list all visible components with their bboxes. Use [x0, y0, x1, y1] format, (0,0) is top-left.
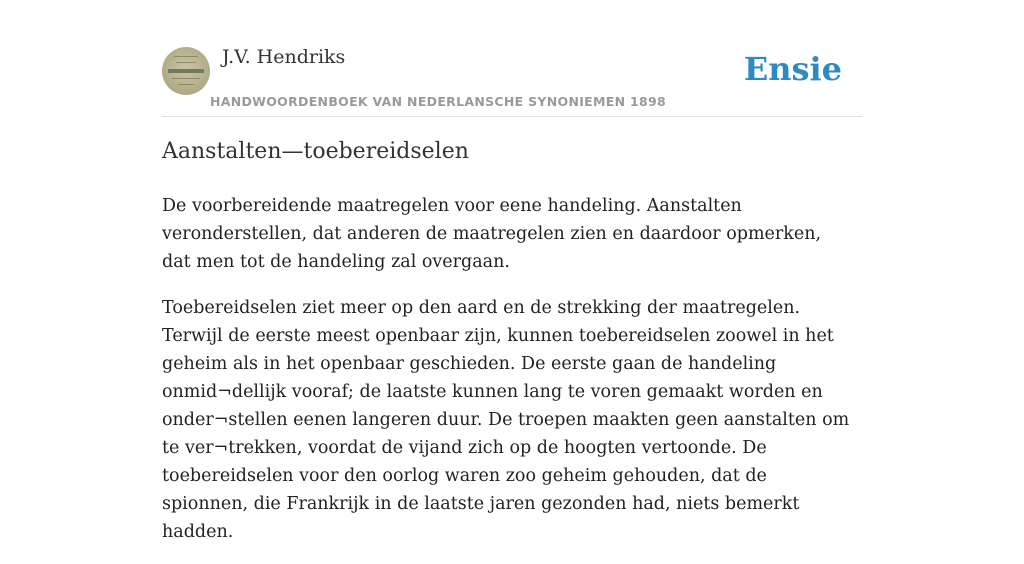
author-avatar[interactable]: [162, 47, 210, 95]
ensie-logo[interactable]: Ensie: [743, 50, 842, 88]
avatar-line: [178, 84, 194, 85]
entry-content: [162, 192, 852, 564]
avatar-title-bar: [168, 69, 204, 73]
avatar-line: [174, 56, 198, 57]
avatar-line: [172, 78, 200, 79]
entry-paragraph: Toebereidselen ziet meer op den aard en de strekking der maatregelen. Terwijl de eerste meest openbaar zijn, kunnen toebereidselen zoowel in het geheim als in het openbaar geschieden. De eerste gaan de handeling onmid¬dellijk vooraf; de laatste kunnen lang te voren gemaakt worden en onder¬stellen eenen langeren duur. De troepen maakten geen aanstalten om te ver¬trekken, voordat de vijand zich op de hoogten vertoonde. De toebereidselen voor den oorlog waren zoo geheim gehouden, dat de spionnen, die Frankrijk in de laatste jaren gezonden had, niets bemerkt hadden.: [162, 298, 850, 542]
avatar-line: [176, 62, 196, 63]
page-header: [162, 42, 862, 117]
entry-title: Aanstalten—toebereidselen: [162, 139, 469, 164]
entry-paragraph: De voorbereidende maatregelen voor eene handeling. Aanstalten veronderstellen, dat anderen de maatregelen zien en daardoor opmerken, dat men tot de handeling zal overgaan.: [162, 196, 822, 272]
author-name[interactable]: J.V. Hendriks: [222, 46, 346, 68]
source-title[interactable]: HANDWOORDENBOEK VAN NEDERLANSCHE SYNONIEMEN 1898: [210, 94, 667, 109]
